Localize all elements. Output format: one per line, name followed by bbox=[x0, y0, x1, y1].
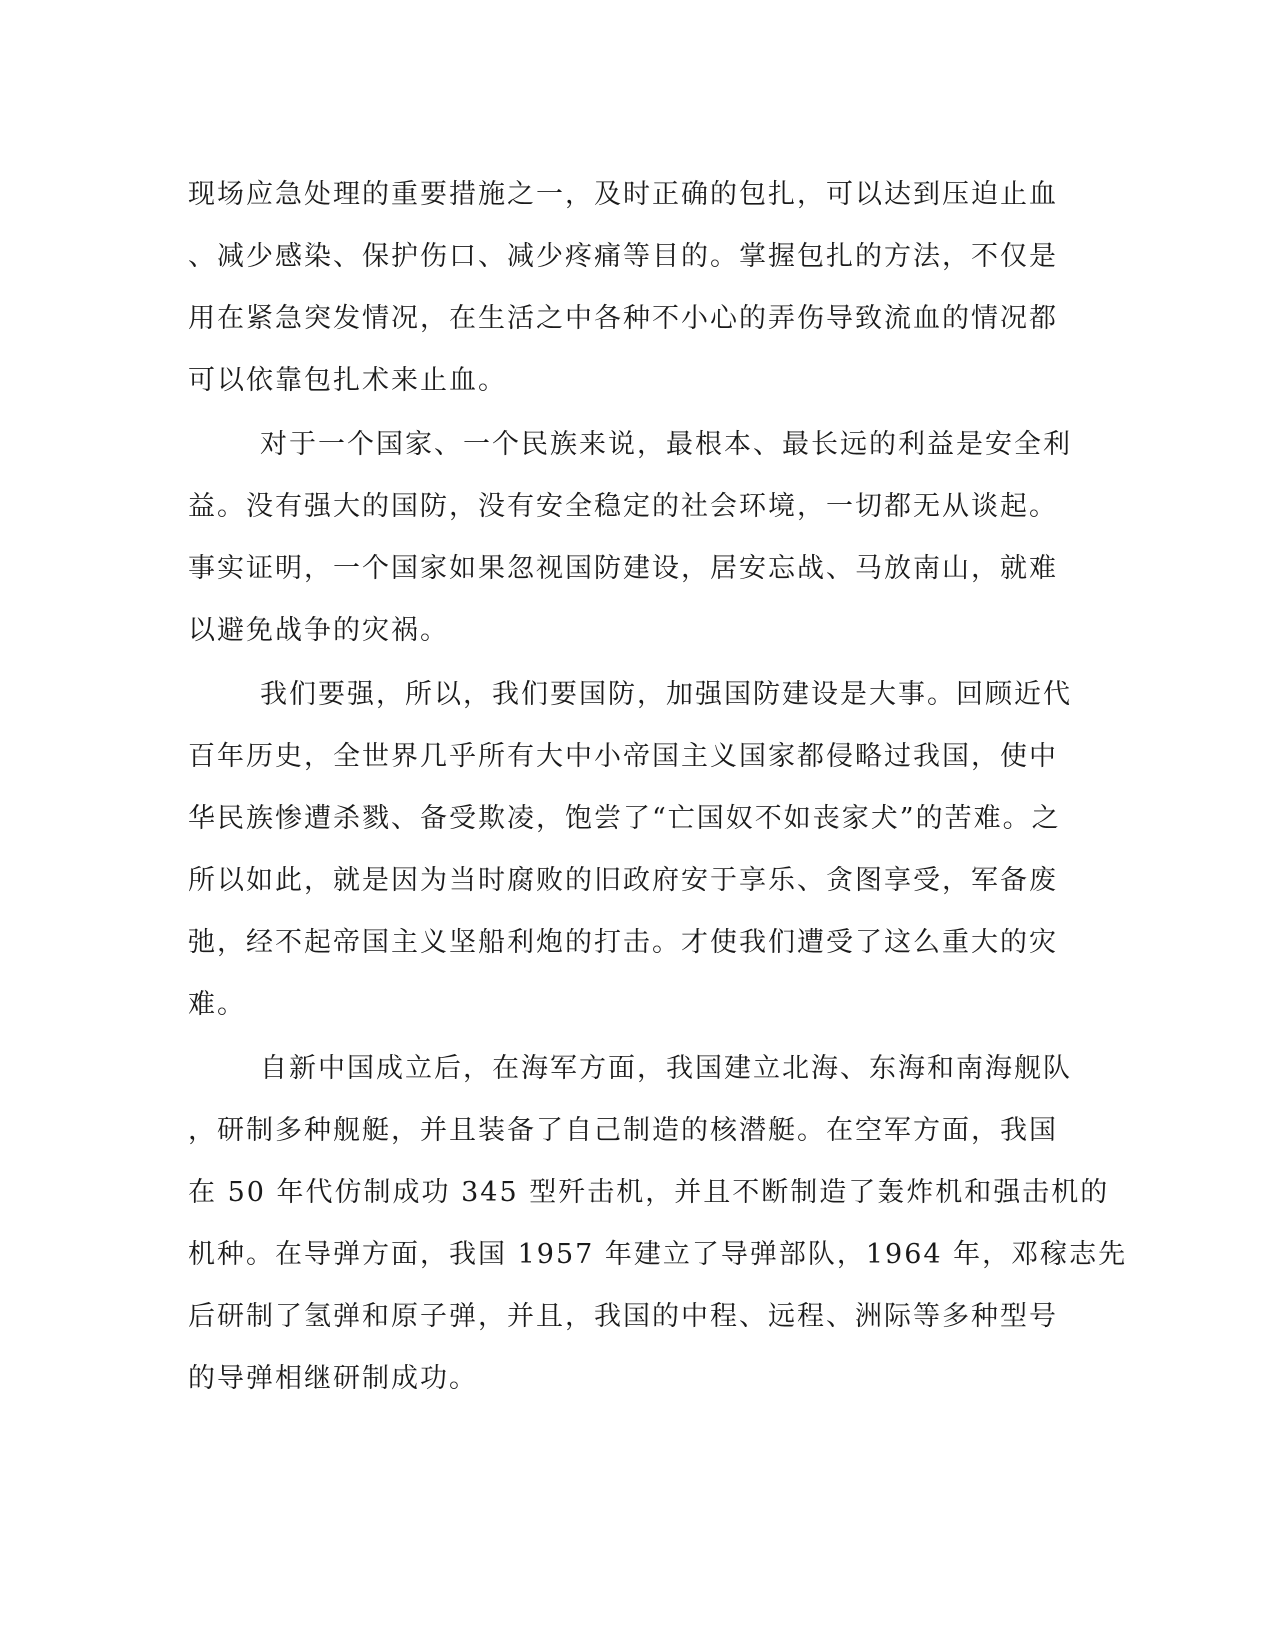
text-line: 百年历史，全世界几乎所有大中小帝国主义国家都侵略过我国，使中 bbox=[188, 741, 1058, 772]
text-line: 所以如此，就是因为当时腐败的旧政府安于享乐、贪图享受，军备废 bbox=[188, 865, 1058, 896]
text-line: 的导弹相继研制成功。 bbox=[188, 1363, 478, 1394]
text-line: 以避免战争的灾祸。 bbox=[188, 615, 449, 646]
text-line: 自新中国成立后，在海军方面，我国建立北海、东海和南海舰队 bbox=[260, 1053, 1072, 1084]
paragraph-national-security bbox=[188, 414, 1088, 662]
text-line: 后研制了氢弹和原子弹，并且，我国的中程、远程、洲际等多种型号 bbox=[188, 1301, 1058, 1332]
text-line: 机种。在导弹方面，我国 1957 年建立了导弹部队，1964 年，邓稼志先 bbox=[188, 1239, 1128, 1270]
text-line: 现场应急处理的重要措施之一，及时正确的包扎，可以达到压迫止血 bbox=[188, 179, 1058, 210]
text-line: 我们要强，所以，我们要国防，加强国防建设是大事。回顾近代 bbox=[260, 679, 1072, 710]
text-line: 事实证明，一个国家如果忽视国防建设，居安忘战、马放南山，就难 bbox=[188, 553, 1058, 584]
text-line: ，研制多种舰艇，并且装备了自己制造的核潜艇。在空军方面，我国 bbox=[188, 1115, 1058, 1146]
text-line: 弛，经不起帝国主义坚船利炮的打击。才使我们遭受了这么重大的灾 bbox=[188, 927, 1058, 958]
text-line: 益。没有强大的国防，没有安全稳定的社会环境，一切都无从谈起。 bbox=[188, 491, 1058, 522]
document-body bbox=[188, 164, 1128, 1412]
text-line: 、减少感染、保护伤口、减少疼痛等目的。掌握包扎的方法，不仅是 bbox=[188, 241, 1058, 272]
text-line: 在 50 年代仿制成功 345 型歼击机，并且不断制造了轰炸机和强击机的 bbox=[188, 1177, 1110, 1208]
paragraph-defense-development bbox=[188, 1038, 1128, 1410]
text-line: 难。 bbox=[188, 989, 246, 1020]
paragraph-first-aid bbox=[188, 164, 1088, 412]
text-line: 可以依靠包扎术来止血。 bbox=[188, 365, 507, 396]
text-line: 用在紧急突发情况，在生活之中各种不小心的弄伤导致流血的情况都 bbox=[188, 303, 1058, 334]
text-line: 对于一个国家、一个民族来说，最根本、最长远的利益是安全利 bbox=[260, 429, 1072, 460]
paragraph-history bbox=[188, 664, 1088, 1036]
text-line: 华民族惨遭杀戮、备受欺凌，饱尝了“亡国奴不如丧家犬”的苦难。之 bbox=[188, 803, 1061, 834]
